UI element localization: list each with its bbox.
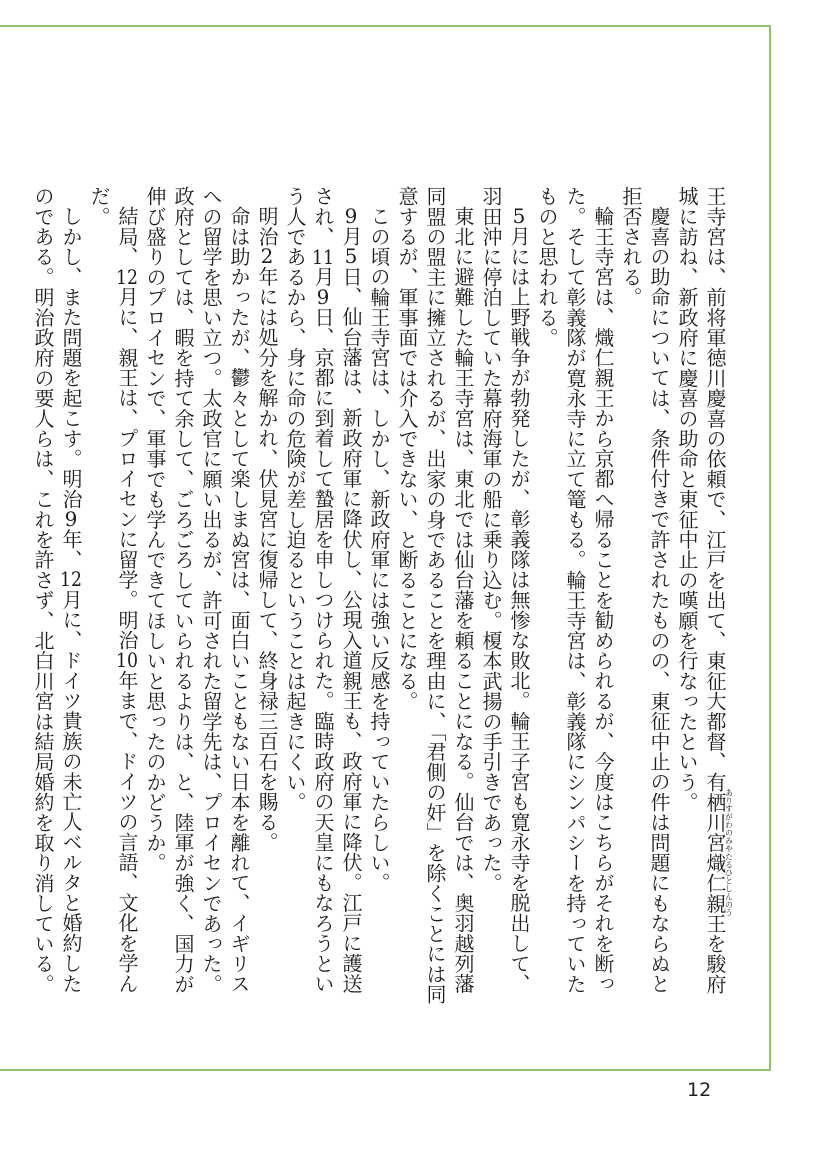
paragraph: 5月には上野戦争が勃発したが、彰義隊は無惨な敗北。輪王子宮も寛永寺を脱出して、羽田沖に停泊していた幕府海軍の船に乗り込む。榎本武揚の手引きであった。 (479, 186, 531, 994)
paragraph: 東北に避難した輪王寺宮は、東北では仙台藩を頼ることになる。仙台では、奥羽越列藩同盟の盟主に擁立されるが、出家の身であることを理由に、「君側の奸」を除くことには同意するが、軍事面では介入できない、と断ることになる。 (395, 186, 475, 1005)
tatechuyoko-number: 2 (260, 246, 274, 267)
tatechuyoko-number: 9 (316, 286, 330, 307)
paragraph: 9月5日、仙台藩は、新政府軍に降伏し、公現入道親王も、政府軍に降伏。江戸に護送され、11月9日、京都に到着して蟄居を申しつけられた。臨時政府の天皇にもなろうという人であるから、身に命の危険が差し迫るということは起きにくい。 (283, 186, 363, 994)
tatechuyoko-number: 5 (512, 206, 526, 226)
tatechuyoko-number: 9 (64, 509, 78, 529)
paragraph: この頃の輪王寺宮は、しかし、新政府軍には強い反感を持っていたらしい。 (367, 206, 391, 893)
ruby-annotation: 有栖川宮熾仁親王ありすがわのみやたるひとしんのう (703, 771, 734, 934)
page-frame-right-border (769, 25, 771, 1071)
tatechuyoko-number: 11 (312, 246, 334, 267)
article-body (29, 186, 733, 1007)
paragraph: 結局、12月に、親王は、プロイセンに留学。明治10年まで、ドイツの言語、文化を学んだ。 (87, 186, 139, 994)
tatechuyoko-number: 12 (116, 266, 138, 287)
paragraph: 慶喜の助命については、条件付きで許されたものの、東征中止の件は問題にもならぬと拒否される。 (619, 186, 671, 994)
page-frame-top-border (0, 25, 771, 27)
tatechuyoko-number: 5 (344, 246, 358, 267)
paragraph: しかし、また問題を起こす。明治9年、12月に、ドイツ貴族の未亡人ベルタと婚約したのである。明治政府の要人らは、これを許さず、北白川宮は結局婚約を取り消している。 (31, 186, 83, 994)
tatechuyoko-number: 12 (60, 569, 82, 590)
page-frame-bottom-border (0, 1069, 771, 1071)
paragraph: 明治2年には処分を解かれ、伏見宮に復帰して、終身禄三百石を賜る。 (255, 206, 279, 853)
paragraph: 王寺宮は、前将軍徳川慶喜の依頼で、江戸を出て、東征大都督、有栖川宮熾仁親王ありすがわのみやたるひとしんのうを駿府城に訪ね、新政府に慶喜の助命と東征中止の嘆願を行なったという。 (675, 186, 734, 995)
tatechuyoko-number: 9 (344, 206, 358, 226)
page-number: 12 (687, 1079, 712, 1101)
paragraph: 輪王寺宮は、熾仁親王から京都へ帰ることを勧められるが、今度はこちらがそれを断った。そして彰義隊が寛永寺に立て篭もる。輪王寺宮は、彰義隊にシンパシーを持っていたものと思われる。 (535, 186, 615, 994)
tatechuyoko-number: 10 (116, 650, 138, 671)
paragraph: 命は助かったが、鬱々として楽しまぬ宮は、面白いこともない日本を離れて、イギリスへの留学を思い立つ。太政官に願い出るが、許可された留学先は、プロイセンであった。政府としては、暇を持て余して、ごろごろしていられるよりは、と、陸軍が強く、国力が伸び盛りのプロイセンで、軍事でも学んできてほしいと思ったのかどうか。 (143, 186, 251, 994)
